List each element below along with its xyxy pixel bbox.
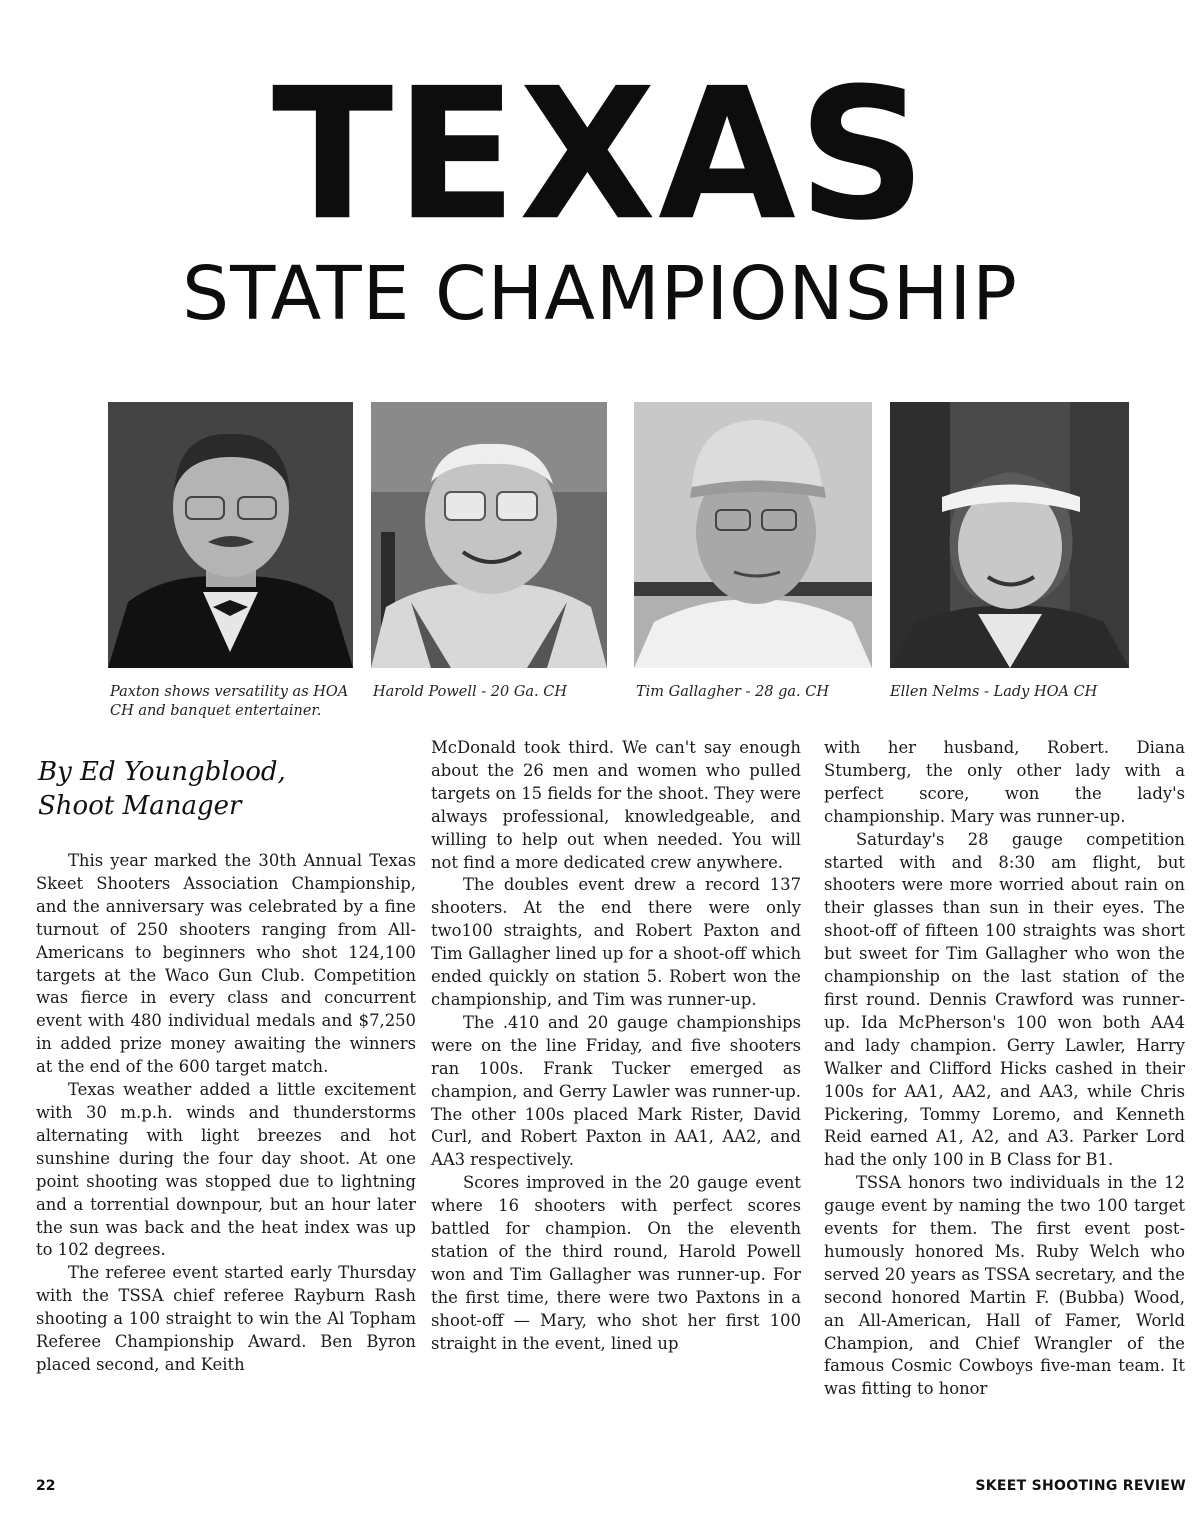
paragraph: TSSA honors two individuals in the 12 gauge event by naming the two 100 target events for them. The first event post-humously honored Ms. Ruby Welch who served 20 years as TSSA secretary, and the second honored Martin F. (Bubba) Wood, an All-American, Hall of Famer, World Champion, and Chief Wrangler of the famous Cosmic Cowboys five-man team. It was fitting to honor bbox=[824, 1173, 1185, 1399]
page-number: 22 bbox=[36, 1478, 56, 1494]
paragraph: The referee event started early Thursday with the TSSA chief referee Rayburn Rash shooting a 100 straight to win the Al Topham Referee Championship Award. Ben Byron placed second, and Keith bbox=[36, 1263, 416, 1374]
paragraph: The .410 and 20 gauge championships were on the line Friday, and five shooters ran 100s. Frank Tucker emerged as champion, and Gerry Lawler was runner-up. The other 100s placed Mark Rister, David Curl, and Robert Paxton in AA1, AA2, and AA3 respectively. bbox=[431, 1012, 801, 1170]
article-column-3 bbox=[824, 737, 1185, 1401]
caption-tim-gallagher: Tim Gallagher - 28 ga. CH bbox=[636, 684, 830, 700]
caption-paxton: Paxton shows versatility as HOA CH and banquet entertainer. bbox=[110, 684, 349, 719]
magazine-name: SKEET SHOOTING REVIEW bbox=[975, 1478, 1186, 1494]
headline-texas: TEXAS bbox=[271, 48, 929, 261]
paragraph: McDonald took third. We can't say enough about the 26 men and women who pulled targets on 15 fields for the shoot. They were always professional, knowledgeable, and willing to help out when needed. You will not find a more dedicated crew anywhere. bbox=[431, 738, 801, 872]
photo-paxton bbox=[108, 402, 353, 668]
paragraph: Scores improved in the 20 gauge event where 16 shooters with perfect scores battled for champion. On the eleventh station of the third round, Harold Powell won and Tim Gallagher was runner-up. For the first time, there were two Paxtons in a shoot-off — Mary, who shot her first 100 straight in the event, lined up bbox=[431, 1173, 801, 1353]
article-column-1 bbox=[36, 850, 416, 1377]
paragraph: Saturday's 28 gauge competition started with and 8:30 am flight, but shooters were more worried about rain on their glasses than sun in their eyes. The shoot-off of fifteen 100 straights was short but sweet for Tim Gallagher who won the championship on the last station of the first round. Dennis Crawford was runner-up. Ida McPherson's 100 won both AA4 and lady champion. Gerry Lawler, Harry Walker and Clifford Hicks cashed in their 100s for AA1, AA2, and AA3, while Chris Pickering, Tommy Loremo, and Kenneth Reid earned A1, A2, and A3. Parker Lord had the only 100 in B Class for B1. bbox=[824, 829, 1185, 1170]
portrait-man-cap-icon bbox=[634, 402, 872, 668]
photo-ellen-nelms bbox=[890, 402, 1129, 668]
byline bbox=[38, 755, 378, 823]
paragraph: The doubles event drew a record 137 shooters. At the end there were only two100 straights, and Robert Paxton and Tim Gallagher lined up for a shoot-off which ended quickly on station 5. Robert won the championship, and Tim was runner-up. bbox=[431, 875, 801, 1009]
portrait-man-vest-icon bbox=[371, 402, 607, 668]
caption-harold-powell: Harold Powell - 20 Ga. CH bbox=[373, 684, 568, 700]
paragraph: This year marked the 30th Annual Texas Skeet Shooters Association Championship, and the anniversary was celebrated by a fine turnout of 250 shooters ranging from All-Americans to beginners who shot 124,100 targets at the Waco Gun Club. Competition was fierce in every class and concurrent event with 480 individual medals and $7,250 in added prize money awaiting the winners at the end of the 600 target match. bbox=[36, 851, 416, 1077]
paragraph: Texas weather added a little excitement with 30 m.p.h. winds and thunderstorms alternating with light breezes and hot sunshine during the four day shoot. At one point shooting was stopped due to lightning and a torrential downpour, but an hour later the sun was back and the heat index was up to 102 degrees. bbox=[36, 1080, 416, 1260]
article-column-2 bbox=[431, 737, 801, 1355]
photo-tim-gallagher bbox=[634, 402, 872, 668]
photo-harold-powell bbox=[371, 402, 607, 668]
byline-author: By Ed Youngblood, bbox=[38, 757, 286, 787]
caption-ellen-nelms: Ellen Nelms - Lady HOA CH bbox=[890, 684, 1098, 700]
headline-state-championship: STATE CHAMPIONSHIP bbox=[182, 251, 1018, 337]
portrait-man-tuxedo-icon bbox=[108, 402, 353, 668]
paragraph: with her husband, Robert. Diana Stumberg, the only other lady with a perfect score, won the lady's championship. Mary was runner-up. bbox=[824, 738, 1185, 826]
portrait-woman-visor-icon bbox=[890, 402, 1129, 668]
byline-role: Shoot Manager bbox=[38, 791, 242, 821]
